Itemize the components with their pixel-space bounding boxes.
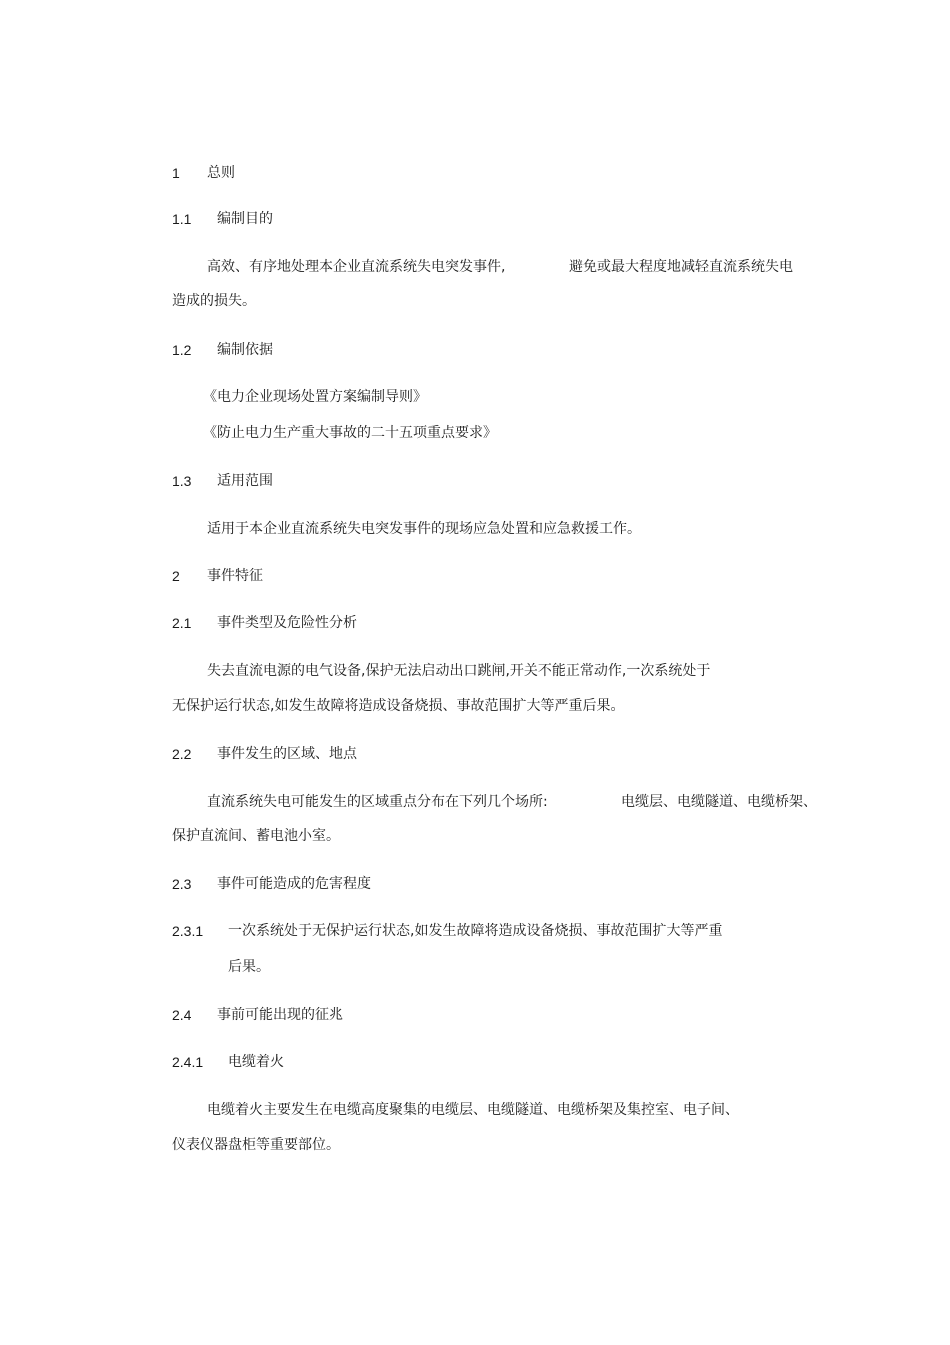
paragraph-line: 电缆着火主要发生在电缆高度聚集的电缆层、电缆隧道、电缆桥架及集控室、电子间、 bbox=[207, 1102, 739, 1118]
section-number: 2.3 bbox=[172, 876, 192, 892]
paragraph-line: 无保护运行状态,如发生故障将造成设备烧损、事故范围扩大等严重后果。 bbox=[172, 698, 625, 714]
section-number: 2.3.1 bbox=[172, 923, 204, 939]
section-number: 1.2 bbox=[172, 342, 192, 358]
section-title: 事件发生的区域、地点 bbox=[217, 746, 357, 762]
section-title: 适用范围 bbox=[217, 473, 273, 489]
paragraph-line: 直流系统失电可能发生的区域重点分布在下列几个场所: bbox=[207, 794, 548, 810]
paragraph-line: 造成的损失。 bbox=[172, 293, 256, 309]
reference-item: 《防止电力生产重大事故的二十五项重点要求》 bbox=[203, 425, 497, 441]
paragraph-line: 电缆层、电缆隧道、电缆桥架、 bbox=[621, 794, 817, 810]
section-number: 2.1 bbox=[172, 615, 192, 631]
section-title: 事件特征 bbox=[207, 568, 263, 584]
paragraph-line: 适用于本企业直流系统失电突发事件的现场应急处置和应急救援工作。 bbox=[207, 521, 641, 537]
section-title: 总则 bbox=[207, 165, 235, 181]
paragraph-line: 后果。 bbox=[228, 959, 270, 975]
paragraph-line: 仪表仪器盘柜等重要部位。 bbox=[172, 1137, 340, 1153]
paragraph-line: 保护直流间、蓄电池小室。 bbox=[172, 828, 340, 844]
section-title: 事件类型及危险性分析 bbox=[217, 615, 357, 631]
section-title: 事件可能造成的危害程度 bbox=[217, 876, 371, 892]
section-title: 电缆着火 bbox=[228, 1054, 284, 1070]
section-number: 2.2 bbox=[172, 746, 192, 762]
section-number: 2 bbox=[172, 568, 180, 584]
reference-item: 《电力企业现场处置方案编制导则》 bbox=[203, 389, 427, 405]
section-number: 2.4.1 bbox=[172, 1054, 204, 1070]
section-number: 1 bbox=[172, 165, 180, 181]
section-number: 2.4 bbox=[172, 1007, 192, 1023]
section-title: 编制目的 bbox=[217, 211, 273, 227]
paragraph-line: 失去直流电源的电气设备,保护无法启动出口跳闸,开关不能正常动作,一次系统处于 bbox=[207, 663, 711, 679]
paragraph-line: 避免或最大程度地减轻直流系统失电 bbox=[569, 259, 793, 275]
section-title: 事前可能出现的征兆 bbox=[217, 1007, 343, 1023]
section-title: 编制依据 bbox=[217, 342, 273, 358]
section-number: 1.3 bbox=[172, 473, 192, 489]
paragraph-line: 一次系统处于无保护运行状态,如发生故障将造成设备烧损、事故范围扩大等严重 bbox=[228, 923, 723, 939]
paragraph-line: 高效、有序地处理本企业直流系统失电突发事件, bbox=[207, 259, 506, 275]
section-number: 1.1 bbox=[172, 211, 192, 227]
